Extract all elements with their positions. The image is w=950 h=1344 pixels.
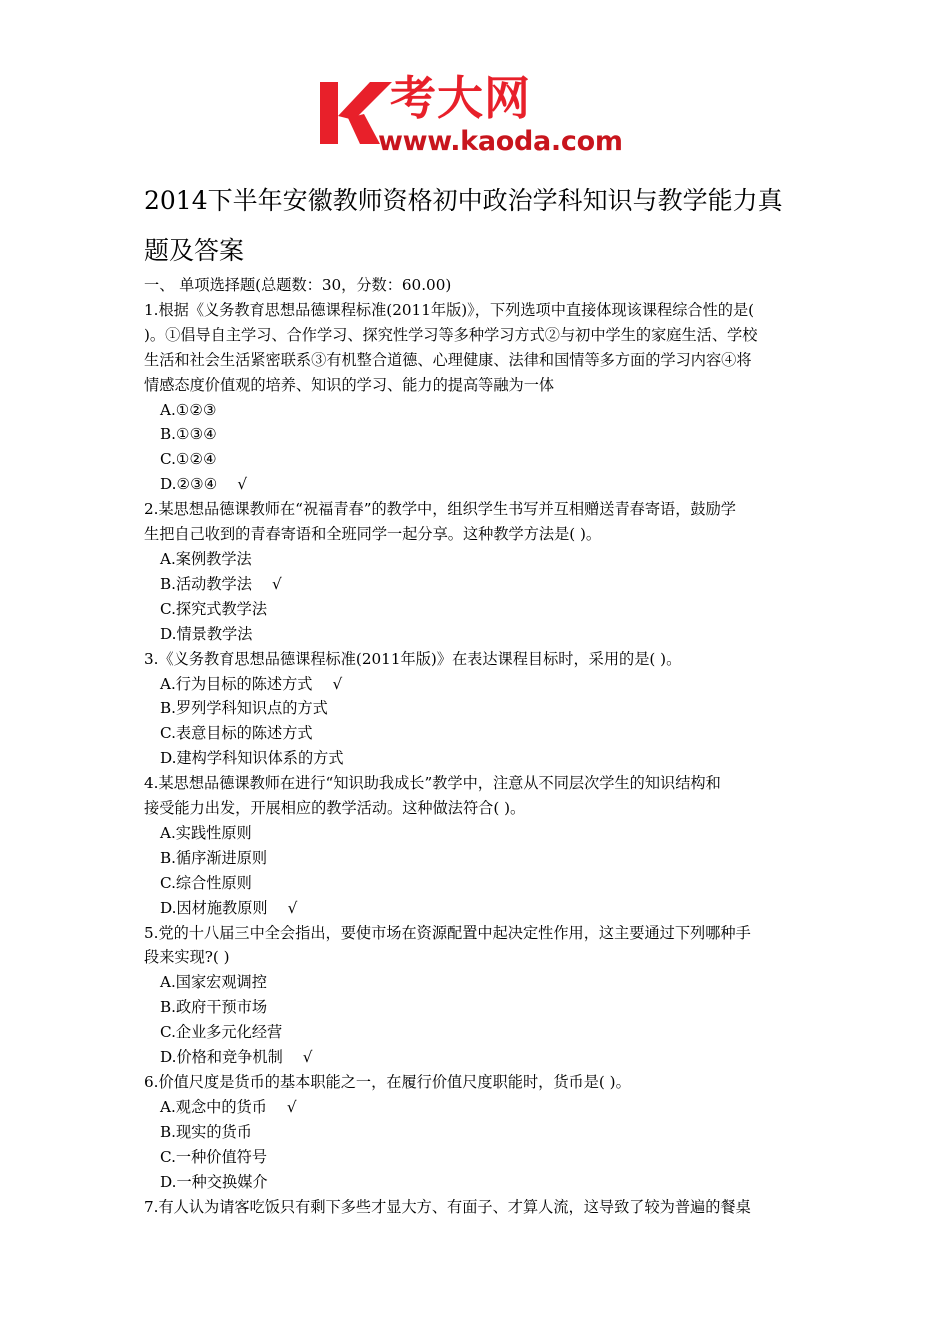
question-list <box>144 298 812 1220</box>
option-label: B.循序渐进原则 <box>160 848 268 867</box>
correct-check-icon: √ <box>332 674 343 693</box>
title-line-1: 2014下半年安徽教师资格初中政治学科知识与教学能力真 <box>144 186 783 215</box>
question-2 <box>144 497 812 646</box>
answer-option <box>144 1020 812 1045</box>
question-1 <box>144 298 812 497</box>
answer-option <box>144 970 812 995</box>
answer-option <box>144 572 812 597</box>
correct-check-icon: √ <box>286 1097 297 1116</box>
option-label: D.建构学科知识体系的方式 <box>160 749 344 768</box>
option-label: A.行为目标的陈述方式 <box>160 674 313 693</box>
question-text-line: 接受能力出发，开展相应的教学活动。这种做法符合( )。 <box>144 799 526 818</box>
correct-check-icon: √ <box>237 475 247 494</box>
option-label: C.①②④ <box>160 450 217 469</box>
logo-brand-text: 考大网 <box>390 71 531 125</box>
answer-option <box>144 721 812 746</box>
correct-check-icon: √ <box>302 1048 313 1067</box>
document-title <box>144 176 814 276</box>
option-label: C.企业多元化经营 <box>160 1023 283 1042</box>
option-label: A.①②③ <box>160 400 217 419</box>
question-text-line: 3.《义务教育思想品德课程标准(2011年版)》在表达课程目标时，采用的是( )。 <box>144 649 682 668</box>
option-label: C.探究式教学法 <box>160 599 268 618</box>
option-label: A.实践性原则 <box>160 823 252 842</box>
correct-check-icon: √ <box>287 898 298 917</box>
answer-option <box>144 447 812 472</box>
answer-option <box>144 622 812 647</box>
answer-option <box>144 746 812 771</box>
answer-option <box>144 547 812 572</box>
option-label: C.一种价值符号 <box>160 1147 268 1166</box>
option-label: B.政府干预市场 <box>160 998 268 1017</box>
question-7 <box>144 1195 812 1220</box>
option-label: D.一种交换媒介 <box>160 1172 268 1191</box>
answer-option <box>144 422 812 447</box>
title-line-2: 题及答案 <box>144 236 245 265</box>
option-label: A.案例教学法 <box>160 549 252 568</box>
answer-option <box>144 846 812 871</box>
question-4 <box>144 771 812 920</box>
answer-option <box>144 696 812 721</box>
option-label: C.表意目标的陈述方式 <box>160 724 313 743</box>
question-text-line: 6.价值尺度是货币的基本职能之一，在履行价值尺度职能时，货币是( )。 <box>144 1073 631 1091</box>
question-5 <box>144 921 812 1070</box>
question-text-line: 情感态度价值观的培养、知识的学习、能力的提高等融为一体 <box>144 375 555 394</box>
logo-url-text: www.kaoda.com <box>378 126 623 157</box>
answer-option <box>144 1095 812 1120</box>
option-label: A.国家宏观调控 <box>160 973 267 992</box>
option-label: B.现实的货币 <box>160 1122 252 1141</box>
question-text-line: 段来实现?( ) <box>144 948 230 967</box>
question-6 <box>144 1070 812 1195</box>
question-text-line: 1.根据《义务教育思想品德课程标准(2011年版)》，下列选项中直接体现该课程综合性的是( <box>144 300 755 319</box>
question-text-line: 5.党的十八届三中全会指出，要使市场在资源配置中起决定性作用，这主要通过下列哪种手 <box>144 923 751 942</box>
document-body <box>144 273 812 1219</box>
correct-check-icon: √ <box>271 574 282 593</box>
question-3 <box>144 647 812 772</box>
answer-option <box>144 597 812 622</box>
question-text-line: 2.某思想品德课教师在“祝福青春”的教学中，组织学生书写并互相赠送青春寄语，鼓励学 <box>144 500 736 519</box>
question-text-line: 生活和社会生活紧密联系③有机整合道德、心理健康、法律和国情等多方面的学习内容④将 <box>144 350 752 369</box>
option-label: D.因材施教原则 <box>160 898 268 917</box>
question-text-line: 7.有人认为请客吃饭只有剩下多些才显大方、有面子、才算人流，这导致了较为普遍的餐桌 <box>144 1197 751 1216</box>
answer-option <box>144 672 812 697</box>
answer-option <box>144 995 812 1020</box>
option-label: D.情景教学法 <box>160 624 253 643</box>
answer-option <box>144 1145 812 1170</box>
answer-option <box>144 1170 812 1195</box>
answer-option <box>144 896 812 921</box>
answer-option <box>144 871 812 896</box>
answer-option <box>144 398 812 423</box>
question-text-line: 生把自己收到的青春寄语和全班同学一起分享。这种教学方法是( )。 <box>144 525 602 544</box>
question-text-line: )。①倡导自主学习、合作学习、探究性学习等多种学习方式②与初中学生的家庭生活、学校 <box>144 325 758 344</box>
option-label: B.活动教学法 <box>160 574 252 593</box>
option-label: A.观念中的货币 <box>160 1097 267 1116</box>
answer-option <box>144 1120 812 1145</box>
option-label: B.罗列学科知识点的方式 <box>160 699 328 718</box>
answer-option <box>144 1045 812 1070</box>
kaoda-logo <box>318 71 638 158</box>
option-label: B.①③④ <box>160 425 217 444</box>
option-label: D.价格和竞争机制 <box>160 1048 283 1067</box>
option-label: D.②③④ <box>160 475 218 494</box>
answer-option <box>144 821 812 846</box>
option-label: C.综合性原则 <box>160 873 252 892</box>
section-heading: 一、 单项选择题(总题数：30，分数：60.00) <box>144 276 452 294</box>
question-text-line: 4.某思想品德课教师在进行“知识助我成长”教学中，注意从不同层次学生的知识结构和 <box>144 774 721 793</box>
answer-option <box>144 472 812 497</box>
